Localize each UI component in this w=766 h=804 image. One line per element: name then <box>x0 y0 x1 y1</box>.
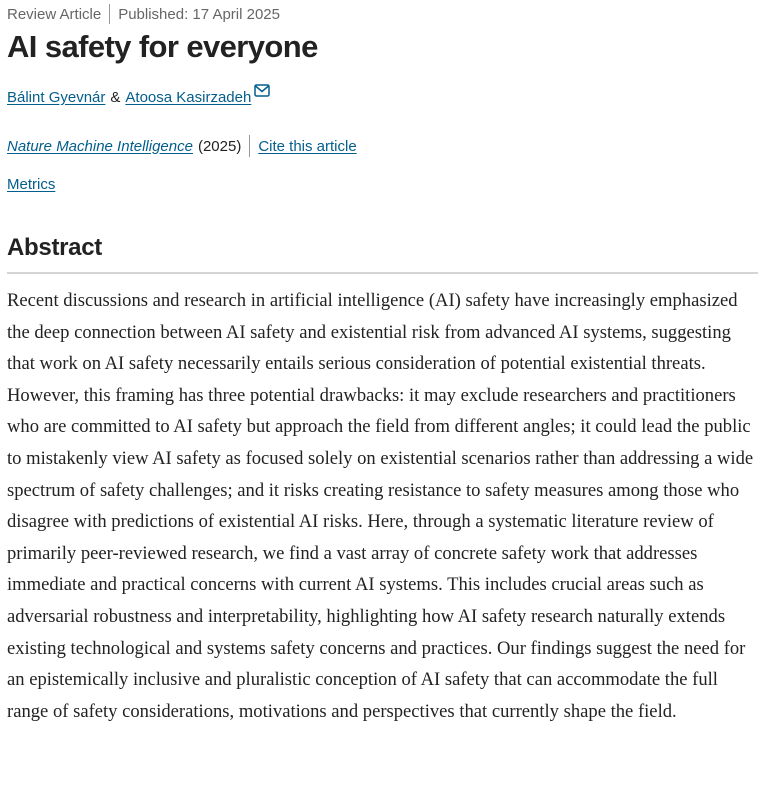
author-separator: & <box>110 89 121 106</box>
published-date: Published: 17 April 2025 <box>118 5 280 23</box>
metrics-section <box>7 176 55 193</box>
cite-article-link[interactable]: Cite this article <box>258 137 357 155</box>
article-title: AI safety for everyone <box>7 29 318 64</box>
meta-divider <box>109 4 110 24</box>
mail-icon[interactable] <box>254 84 270 101</box>
abstract-divider <box>7 272 758 274</box>
author-list <box>7 89 270 106</box>
article-meta <box>7 4 280 24</box>
abstract-text: Recent discussions and research in artificial intelligence (AI) safety have increasingly emphasized the deep connection between AI safety and existential risk from advanced AI systems, suggesting that work on AI safety necessarily entails serious consideration of potential existential threats. However, this framing has three potential drawbacks: it may exclude researchers and practitioners who are committed to AI safety but approach the field from different angles; it could lead the public to mistakenly view AI safety as focused solely on existential scenarios rather than addressing a wide spectrum of safety challenges; and it risks creating resistance to safety measures among those who disagree with predictions of existential AI risks. Here, through a systematic literature review of primarily peer-reviewed research, we find a vast array of concrete safety work that addresses immediate and practical concerns with current AI systems. This includes crucial areas such as adversarial robustness and interpretability, highlighting how AI safety research naturally extends existing technological and systems safety concerns and practices. Our findings suggest the need for an epistemically inclusive and pluralistic conception of AI safety that can accommodate the full range of safety considerations, motivations and perspectives that currently shape the field. <box>7 290 754 722</box>
author-link-kasirzadeh[interactable]: Atoosa Kasirzadeh <box>125 89 252 106</box>
metrics-link[interactable]: Metrics <box>7 176 56 193</box>
article-type: Review Article <box>7 5 102 23</box>
journal-link[interactable]: Nature Machine Intelligence <box>7 137 193 155</box>
abstract-heading: Abstract <box>7 234 102 261</box>
author-link-gyevnar[interactable]: Bálint Gyevnár <box>7 89 106 106</box>
journal-line <box>7 135 357 157</box>
journal-divider <box>249 135 250 157</box>
journal-year: (2025) <box>197 137 242 155</box>
